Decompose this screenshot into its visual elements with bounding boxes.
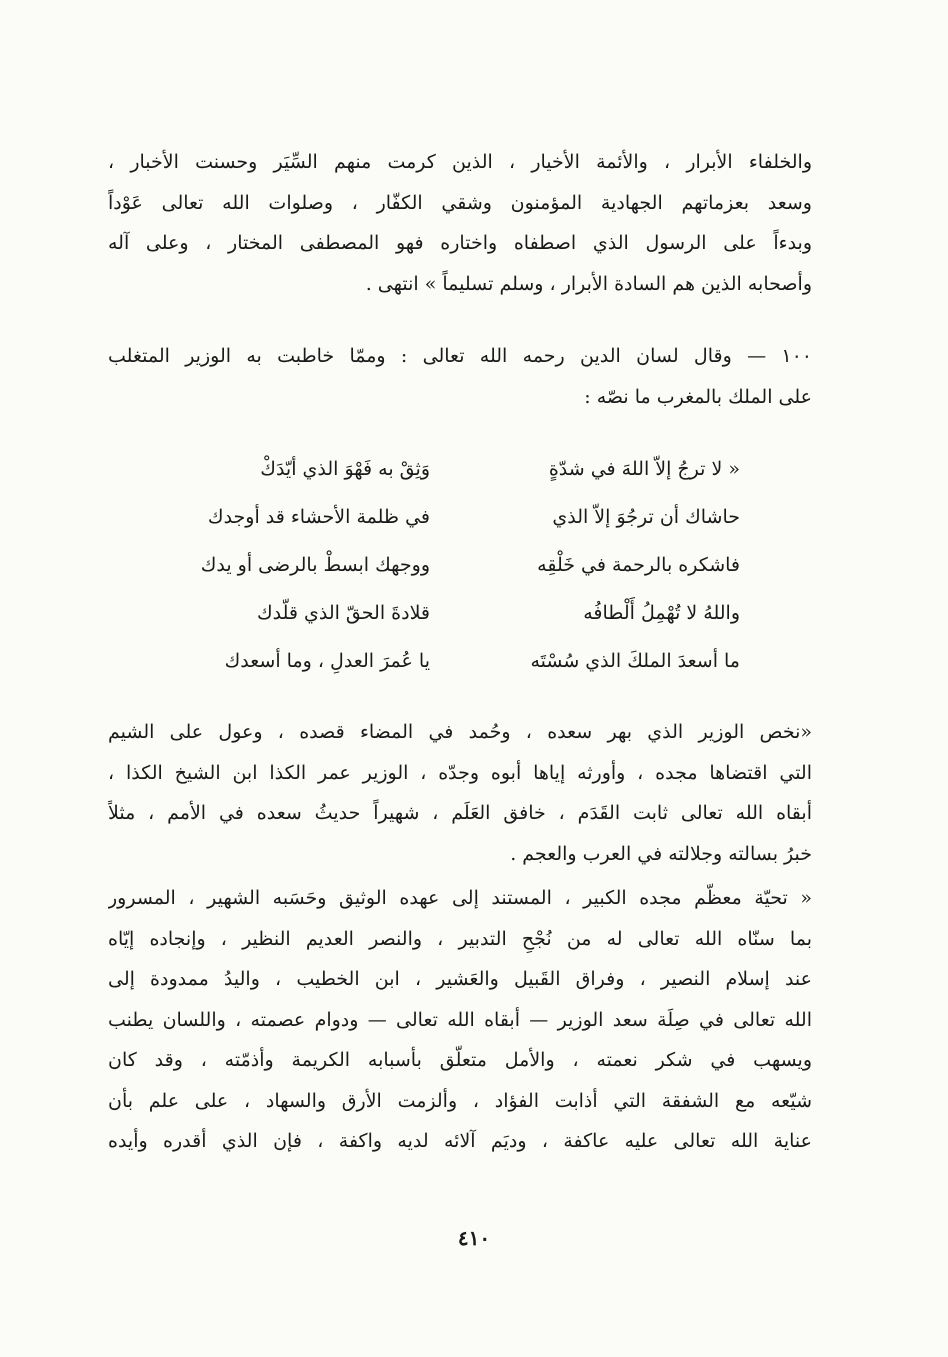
poem-verse: [180, 541, 740, 589]
text-line: على الملك بالمغرب ما نصّه :: [584, 385, 812, 408]
text-line: «نخص الوزير الذي بهر سعده ، وحُمد في المضاء قصده ، وعول على الشيم: [108, 721, 812, 743]
text-line: وبدءاً على الرسول الذي اصطفاه واختاره فهو المصطفى المختار ، وعلى آله: [108, 232, 812, 254]
paragraph-3: [108, 712, 812, 874]
poem-verse: [180, 493, 740, 541]
poem-verse: [180, 445, 740, 493]
text-line: ويسهب في شكر نعمته ، والأمل متعلّق بأسبابه الكريمة وأذمّته ، وقد كان: [108, 1049, 812, 1071]
text-line: الله تعالى في صِلَة سعد الوزير — أبقاه الله تعالى — ودوام عصمته ، واللسان يطنب: [108, 1008, 812, 1031]
verse-second-hemistich: في ظلمة الأحشاء قد أوجدك: [207, 506, 430, 528]
poem: [180, 445, 740, 685]
text-line: عناية الله تعالى عليه عاكفة ، وديَم آلائه لديه واكفة ، فإن الذي أقدره وأيده: [108, 1130, 812, 1152]
verse-second-hemistich: ووجهك ابسطْ بالرضى أو يدك: [200, 554, 430, 576]
text-line: التي اقتضاها مجده ، وأورثه إياها أبوه وجدّه ، الوزير عمر الكذا ابن الشيخ الكذا ،: [108, 761, 812, 784]
text-line: وسعد بعزماتهم الجهادية المؤمنون وشقي الكفّار ، وصلوات الله تعالى عَوْداً: [108, 191, 812, 214]
text-line: شيّعه مع الشفقة التي أذابت الفؤاد ، وألزمت الأرق والسهاد ، على علم بأن: [108, 1089, 812, 1112]
text-line: عند إسلام النصير ، وفراق القَبيل والعَشير ، ابن الخطيب ، واليدُ ممدودة إلى: [108, 968, 812, 990]
verse-first-hemistich: « لا ترجُ إلاّ اللهَ في شدّةٍ: [548, 458, 740, 480]
verse-first-hemistich: فاشكره بالرحمة في خَلْقِه: [537, 554, 740, 576]
text-line: « تحيّة معظّم مجده الكبير ، المستند إلى عهده الوثيق وحَسَبه الشهير ، المسرور: [108, 887, 812, 909]
verse-second-hemistich: وَثِقْ به فَهْوَ الذي أيّدَكْ: [260, 458, 430, 480]
text-line: والخلفاء الأبرار ، والأئمة الأخيار ، الذين كرمت منهم السِّيَر وحسنت الأخبار ،: [108, 151, 812, 173]
paragraph-4: [108, 878, 812, 1162]
verse-second-hemistich: قلادةَ الحقّ الذي قلّدك: [256, 602, 430, 624]
text-line: ١٠٠ — وقال لسان الدين رحمه الله تعالى : وممّا خاطبت به الوزير المتغلب: [108, 345, 812, 367]
page-number: ٤١٠: [457, 1226, 491, 1250]
verse-second-hemistich: يا عُمرَ العدلِ ، وما أسعدك: [224, 650, 430, 672]
poem-verse: [180, 637, 740, 685]
text-line: خبرُ بسالته وجلالته في العرب والعجم .: [510, 842, 812, 865]
verse-first-hemistich: حاشاك أن ترجُوَ إلاّ الذي: [552, 506, 740, 528]
verse-first-hemistich: ما أسعدَ الملكَ الذي سُسْتَه: [530, 650, 740, 672]
paragraph-2: [108, 336, 812, 417]
verse-first-hemistich: واللهُ لا تُهْمِلُ أَلْطافُه: [583, 602, 740, 624]
paragraph-1: [108, 142, 812, 304]
poem-verse: [180, 589, 740, 637]
text-line: بما سنّاه الله تعالى له من نُجْحِ التدبير ، والنصر العديم النظير ، وإنجاده إيّاه: [108, 927, 812, 950]
text-line: أبقاه الله تعالى ثابت القَدَم ، خافق العَلَم ، شهيراً حديثُ سعده في الأمم ، مثلاً: [108, 802, 812, 824]
text-line: وأصحابه الذين هم السادة الأبرار ، وسلم تسليماً » انتهى .: [365, 272, 812, 295]
